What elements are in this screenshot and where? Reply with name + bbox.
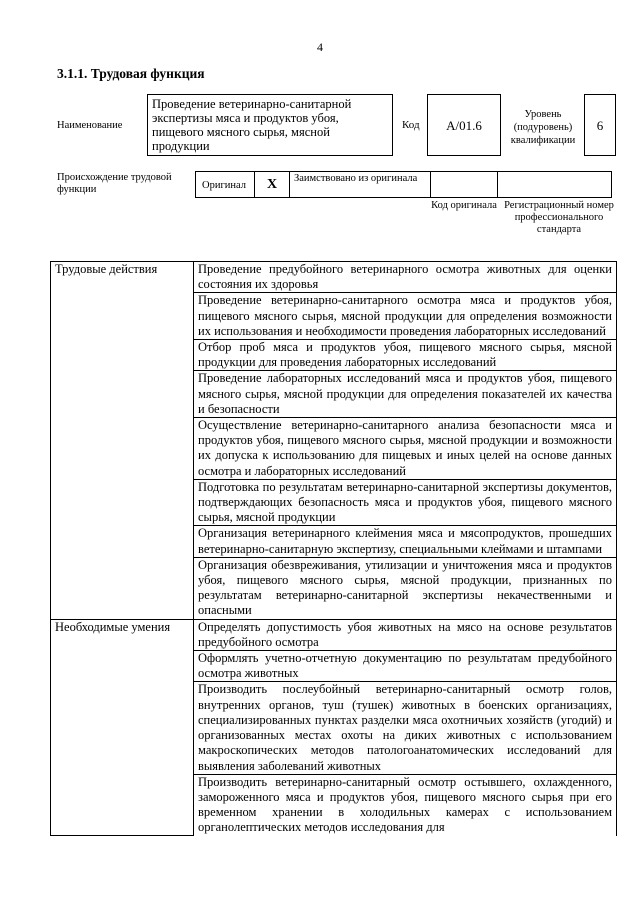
labor-actions-label: Трудовые действия: [51, 262, 194, 620]
function-name-value: Проведение ветеринарно-санитарной экспертизы мяса и продуктов убоя, пищевого мясного сырья, мясной продукции: [147, 94, 393, 156]
labor-action-item: Осуществление ветеринарно-санитарного анализа безопасности мяса и продуктов убоя, пищевого мясного сырья, мясной продукции и возможности их допуска к использованию для пищевых и иных целей на основе данных осмотра и лабораторных исследований: [194, 418, 617, 480]
code-value: A/01.6: [427, 94, 501, 156]
labor-action-item: Проведение лабораторных исследований мяса и продуктов убоя, пищевого мясного сырья, мясной продукции для определения показателей их качества и безопасности: [194, 371, 617, 418]
registration-number-cell: [497, 171, 612, 198]
origin-row: [196, 171, 615, 198]
registration-number-caption: Регистрационный номер профессионального стандарта: [504, 200, 614, 235]
skill-item: Производить послеубойный ветеринарно-санитарный осмотр голов, внутренних органов, туш (тушек) животных в боенских организациях, специализированных пунктах разделки мяса охотничьих хозяйств (угодий) и организованных местах охоты на диких животных с использованием макроскопических методов патологоанатомических исследований для выявления заболеваний животных: [194, 682, 617, 774]
name-label: Наименование: [57, 120, 123, 131]
original-mark: X: [254, 171, 290, 198]
code-original-caption: Код оригинала: [431, 200, 497, 211]
code-label: Код: [402, 119, 420, 131]
skill-item: Производить ветеринарно-санитарный осмотр остывшего, охлажденного, замороженного мяса и продуктов убоя, пищевого мясного сырья при его временном хранении в холодильных камерах с использованием органолептических методов исследования для: [194, 774, 617, 835]
labor-action-item: Организация обезвреживания, утилизации и уничтожения мяса и продуктов убоя, пищевого мясного сырья, мясной продукции, признанных по результатам ветеринарно-санитарной экспертизы некачественными и опасными: [194, 557, 617, 619]
labor-action-item: Организация ветеринарного клеймения мяса и мясопродуктов, прошедших ветеринарно-санитарную экспертизу, специальными клеймами и штампами: [194, 526, 617, 557]
page-number: 4: [317, 40, 323, 54]
labor-action-item: Проведение предубойного ветеринарного осмотра животных для оценки состояния их здоровья: [194, 262, 617, 293]
function-details-table: [50, 261, 617, 836]
required-skills-label: Необходимые умения: [51, 619, 194, 835]
labor-action-item: Проведение ветеринарно-санитарного осмотра мяса и продуктов убоя, пищевого мясного сырья, мясной продукции для определения возможности их использования и необходимости проведения лабораторных исследований: [194, 293, 617, 340]
borrowed-label: Заимствовано из оригинала: [289, 171, 431, 198]
original-label: Оригинал: [195, 171, 255, 198]
labor-action-item: Подготовка по результатам ветеринарно-санитарной экспертизы документов, подтверждающих безопасность мяса и продуктов убоя, пищевого мясного сырья, мясной продукции: [194, 479, 617, 526]
skill-item: Оформлять учетно-отчетную документацию по результатам предубойного осмотра животных: [194, 651, 617, 682]
level-label: Уровень (подуровень) квалификации: [510, 109, 576, 146]
level-value: 6: [584, 94, 616, 156]
origin-label: Происхождение трудовой функции: [57, 172, 172, 195]
skill-item: Определять допустимость убоя животных на мясо на основе результатов предубойного осмотра: [194, 619, 617, 650]
section-title: 3.1.1. Трудовая функция: [57, 66, 205, 81]
code-original-cell: [430, 171, 498, 198]
labor-action-item: Отбор проб мяса и продуктов убоя, пищевого мясного сырья, мясной продукции для проведения лабораторных исследований: [194, 340, 617, 371]
